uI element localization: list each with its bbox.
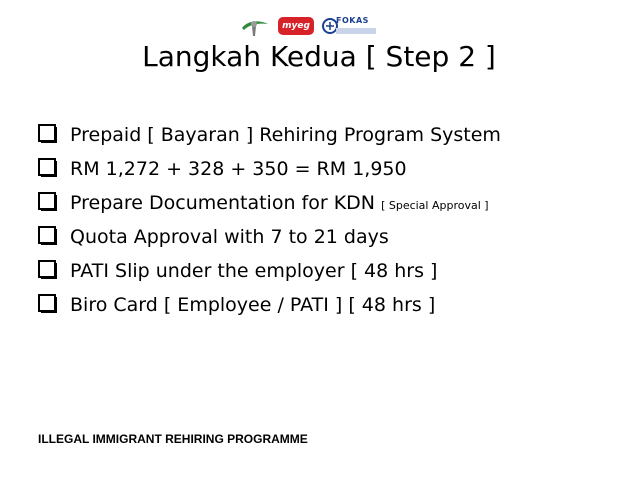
list-item [38, 220, 628, 254]
list-item [38, 186, 628, 220]
checkbox-bullet-icon [38, 226, 58, 246]
bullet-note: [ Special Approval ] [381, 199, 489, 212]
fokas-logo [322, 14, 378, 38]
list-item [38, 152, 628, 186]
bullet-list [38, 118, 628, 322]
myeg-logo: myeg [278, 17, 314, 35]
list-item [38, 288, 628, 322]
slide-title: Langkah Kedua [ Step 2 ] [142, 40, 496, 73]
bullet-text: RM 1,272 + 328 + 350 = RM 1,950 [70, 158, 407, 180]
header-logos [240, 14, 420, 40]
checkbox-bullet-icon [38, 192, 58, 212]
footer-caption: ILLEGAL IMMIGRANT REHIRING PROGRAMME [38, 432, 308, 446]
swoosh-logo-icon [240, 16, 270, 38]
bullet-text: Biro Card [ Employee / PATI ] [ 48 hrs ] [70, 294, 436, 316]
checkbox-bullet-icon [38, 294, 58, 314]
fokas-logo-text: FOKAS [336, 16, 369, 25]
bullet-text: Quota Approval with 7 to 21 days [70, 226, 389, 248]
checkbox-bullet-icon [38, 158, 58, 178]
checkbox-bullet-icon [38, 260, 58, 280]
checkbox-bullet-icon [38, 124, 58, 144]
bullet-text: Prepare Documentation for KDN [70, 192, 382, 214]
list-item [38, 118, 628, 152]
bullet-text: Prepaid [ Bayaran ] Rehiring Program System [70, 124, 501, 146]
bullet-text: PATI Slip under the employer [ 48 hrs ] [70, 260, 438, 282]
list-item [38, 254, 628, 288]
